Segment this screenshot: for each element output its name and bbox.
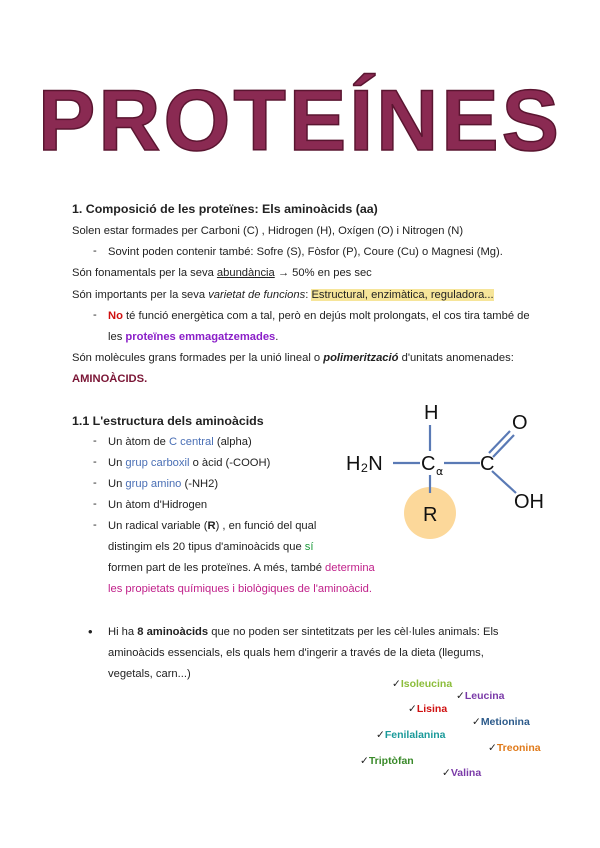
atom-o: O <box>512 412 528 434</box>
list-item: Un àtom d'Hidrogen <box>108 499 208 511</box>
paragraph-line: Solen estar formades per Carboni (C) , Hidrogen (H), Oxígen (O) i Nitrogen (N) <box>72 225 464 237</box>
paragraph-line: Sovint poden contenir també: Sofre (S), Fòsfor (P), Coure (Cu) o Magnesi (Mg). <box>108 246 503 258</box>
dash-bullet: - <box>93 245 97 257</box>
page-title: PROTEÍNES <box>38 73 562 169</box>
list-item: Un àtom de C central (alpha) <box>108 436 252 448</box>
list-item: Un grup amino (-NH2) <box>108 478 219 490</box>
aa-metionina: ✓Metionina <box>472 716 530 728</box>
dash-bullet: - <box>93 309 97 321</box>
paragraph-line: No té funció energètica com a tal, però en dejús molt prolongats, el cos tira també de <box>108 310 530 322</box>
amino-acid-structure-diagram <box>340 395 560 545</box>
aa-leucina: ✓Leucina <box>456 690 505 702</box>
bullet-dot: • <box>88 624 93 639</box>
dash-bullet: - <box>93 519 97 531</box>
list-item: Un radical variable (R) , en funció del qual <box>108 520 317 532</box>
dash-bullet: - <box>93 498 97 510</box>
aa-isoleucina: ✓Isoleucina <box>392 678 453 690</box>
paragraph-line: vegetals, carn...) <box>108 668 191 680</box>
aa-valina: ✓Valina <box>442 767 482 779</box>
paragraph-line: Hi ha 8 aminoàcids que no poden ser sintetitzats per les cèl·lules animals: Els <box>108 626 499 638</box>
paragraph-line: les proteïnes emmagatzemades. <box>108 331 279 343</box>
section-heading: 1. Composició de les proteïnes: Els aminoàcids (aa) <box>72 202 378 216</box>
alpha-subscript: α <box>436 465 444 478</box>
atom-r: R <box>423 504 438 526</box>
list-item: Un grup carboxil o àcid (-COOH) <box>108 457 271 469</box>
paragraph-line: Són molècules grans formades per la unió lineal o polimerització d'unitats anomenades: <box>72 352 514 364</box>
bond-c-oh <box>492 471 516 493</box>
highlight-functions: Estructural, enzimàtica, reguladora... <box>311 289 494 301</box>
paragraph-line: Són importants per la seva varietat de funcions: Estructural, enzimàtica, reguladora... <box>72 289 494 301</box>
subsection-heading: 1.1 L'estructura dels aminoàcids <box>72 414 264 428</box>
list-item-continued: distingim els 20 tipus d'aminoàcids que sí <box>108 541 314 553</box>
dash-bullet: - <box>93 456 97 468</box>
aa-fenilalanina: ✓Fenilalanina <box>376 729 446 741</box>
atom-c: C <box>480 453 495 475</box>
paragraph-line: Són fonamentals per la seva abundància → 50% en pes sec <box>72 267 372 279</box>
list-item-continued: formen part de les proteïnes. A més, també determina <box>108 562 375 574</box>
aa-triptofan: ✓Triptòfan <box>360 755 414 767</box>
aa-treonina: ✓Treonina <box>488 742 541 754</box>
paragraph-line: aminoàcids essencials, els quals hem d'ingerir a través de la dieta (llegums, <box>108 647 484 659</box>
atom-c-alpha: C <box>421 453 436 475</box>
aminoacids-term: AMINOÀCIDS. <box>72 373 148 385</box>
underlined-word: abundància <box>216 267 275 279</box>
aa-lisina: ✓Lisina <box>408 703 448 715</box>
list-item-continued: les propietats químiques i biològiques de l'aminoàcid. <box>108 583 372 595</box>
atom-h: H <box>424 402 439 424</box>
atom-oh: OH <box>514 491 544 513</box>
dash-bullet: - <box>93 477 97 489</box>
dash-bullet: - <box>93 435 97 447</box>
atom-h2n: H₂N <box>346 453 383 475</box>
